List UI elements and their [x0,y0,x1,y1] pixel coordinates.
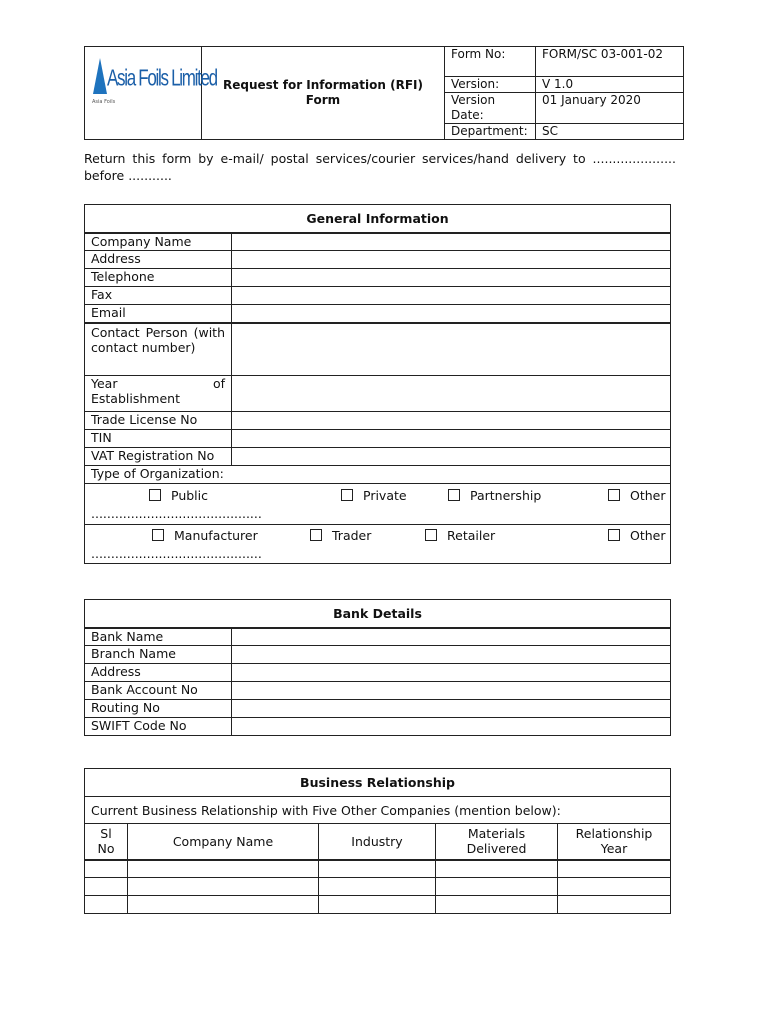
table-cell[interactable] [85,896,128,914]
public-option[interactable]: Public [149,488,208,503]
other-option[interactable]: Other [608,528,666,543]
field-label: Bank Name [85,628,232,646]
table-cell[interactable] [558,860,671,878]
address-input[interactable] [232,251,671,269]
checkbox-icon[interactable] [425,529,437,541]
other-option[interactable]: Other [608,488,666,503]
table-cell[interactable] [558,878,671,896]
meta-value-department: SC [536,124,684,140]
trader-option[interactable]: Trader [310,528,371,543]
logo-name: Asia Foils Limited [107,65,217,91]
field-label: Email [85,305,232,323]
bank-address-input[interactable] [232,664,671,682]
branch-name-input[interactable] [232,646,671,664]
company-logo [85,50,217,136]
fax-input[interactable] [232,287,671,305]
trade-license-input[interactable] [232,412,671,430]
table-cell[interactable] [558,896,671,914]
business-subheading: Current Business Relationship with Five Other Companies (mention below): [85,797,671,824]
company-name-input[interactable] [232,233,671,251]
year-label-c: Establishment [91,391,180,406]
table-cell[interactable] [128,896,319,914]
other-dots: ........................................... [91,546,262,561]
swift-code-input[interactable] [232,718,671,736]
table-row [85,860,671,878]
general-heading: General Information [85,205,671,233]
meta-label-department: Department: [445,124,536,140]
field-label: Address [85,251,232,269]
business-type-row [85,525,671,564]
bank-heading: Bank Details [85,600,671,628]
bank-name-input[interactable] [232,628,671,646]
column-header: Company Name [128,824,319,860]
checkbox-icon[interactable] [149,489,161,501]
table-row [85,878,671,896]
retailer-option[interactable]: Retailer [425,528,495,543]
field-label: Contact Person (with contact number) [85,323,232,376]
private-option[interactable]: Private [341,488,407,503]
field-label: Fax [85,287,232,305]
account-no-input[interactable] [232,682,671,700]
field-label: Telephone [85,269,232,287]
type-of-organization-label: Type of Organization: [85,466,671,484]
logo-mark-icon [93,58,107,94]
form-title [202,47,445,140]
meta-value-form-no: FORM/SC 03-001-02 [536,47,684,77]
meta-value-version-date: 01 January 2020 [536,93,684,124]
field-label: VAT Registration No [85,448,232,466]
meta-value-version: V 1.0 [536,77,684,93]
year-input[interactable] [232,376,671,412]
checkbox-icon[interactable] [341,489,353,501]
field-label: Branch Name [85,646,232,664]
field-label: TIN [85,430,232,448]
table-cell[interactable] [85,878,128,896]
logo-subtext: Asia Foils [92,99,116,105]
field-label: SWIFT Code No [85,718,232,736]
field-label: Routing No [85,700,232,718]
field-label-year [85,376,232,412]
org-type-row [85,484,671,525]
general-information-table [84,204,671,564]
bank-details-table [84,599,671,736]
table-cell[interactable] [319,896,436,914]
field-label: Address [85,664,232,682]
partnership-option[interactable]: Partnership [448,488,541,503]
table-cell[interactable] [319,878,436,896]
manufacturer-option[interactable]: Manufacturer [152,528,258,543]
checkbox-icon[interactable] [310,529,322,541]
form-title-line2: Form [305,93,341,107]
meta-label-form-no: Form No: [445,47,536,77]
table-cell[interactable] [319,860,436,878]
table-cell[interactable] [436,860,558,878]
table-cell[interactable] [128,878,319,896]
checkbox-icon[interactable] [608,529,620,541]
form-header [84,46,684,140]
form-title-line1: Request for Information (RFI) [223,78,423,92]
year-label-a: Year [91,376,118,391]
business-heading: Business Relationship [85,769,671,797]
table-cell[interactable] [85,860,128,878]
table-row [85,896,671,914]
checkbox-icon[interactable] [608,489,620,501]
field-label: Trade License No [85,412,232,430]
checkbox-icon[interactable] [152,529,164,541]
logo-cell [85,47,217,140]
email-input[interactable] [232,305,671,323]
vat-input[interactable] [232,448,671,466]
routing-no-input[interactable] [232,700,671,718]
contact-person-input[interactable] [232,323,671,376]
table-cell[interactable] [436,896,558,914]
table-cell[interactable] [436,878,558,896]
column-header: Industry [319,824,436,860]
tin-input[interactable] [232,430,671,448]
business-relationship-table [84,768,671,914]
field-label: Bank Account No [85,682,232,700]
telephone-input[interactable] [232,269,671,287]
column-header: Relationship Year [558,824,671,860]
column-header: Sl No [85,824,128,860]
column-header: Materials Delivered [436,824,558,860]
checkbox-icon[interactable] [448,489,460,501]
field-label: Company Name [85,233,232,251]
table-cell[interactable] [128,860,319,878]
meta-label-version-date: Version Date: [445,93,536,124]
year-label-b: of [212,376,225,391]
meta-label-version: Version: [445,77,536,93]
other-dots: ........................................... [91,506,262,521]
intro-text: Return this form by e-mail/ postal services/courier services/hand delivery to ..................... before ........... [84,151,676,183]
